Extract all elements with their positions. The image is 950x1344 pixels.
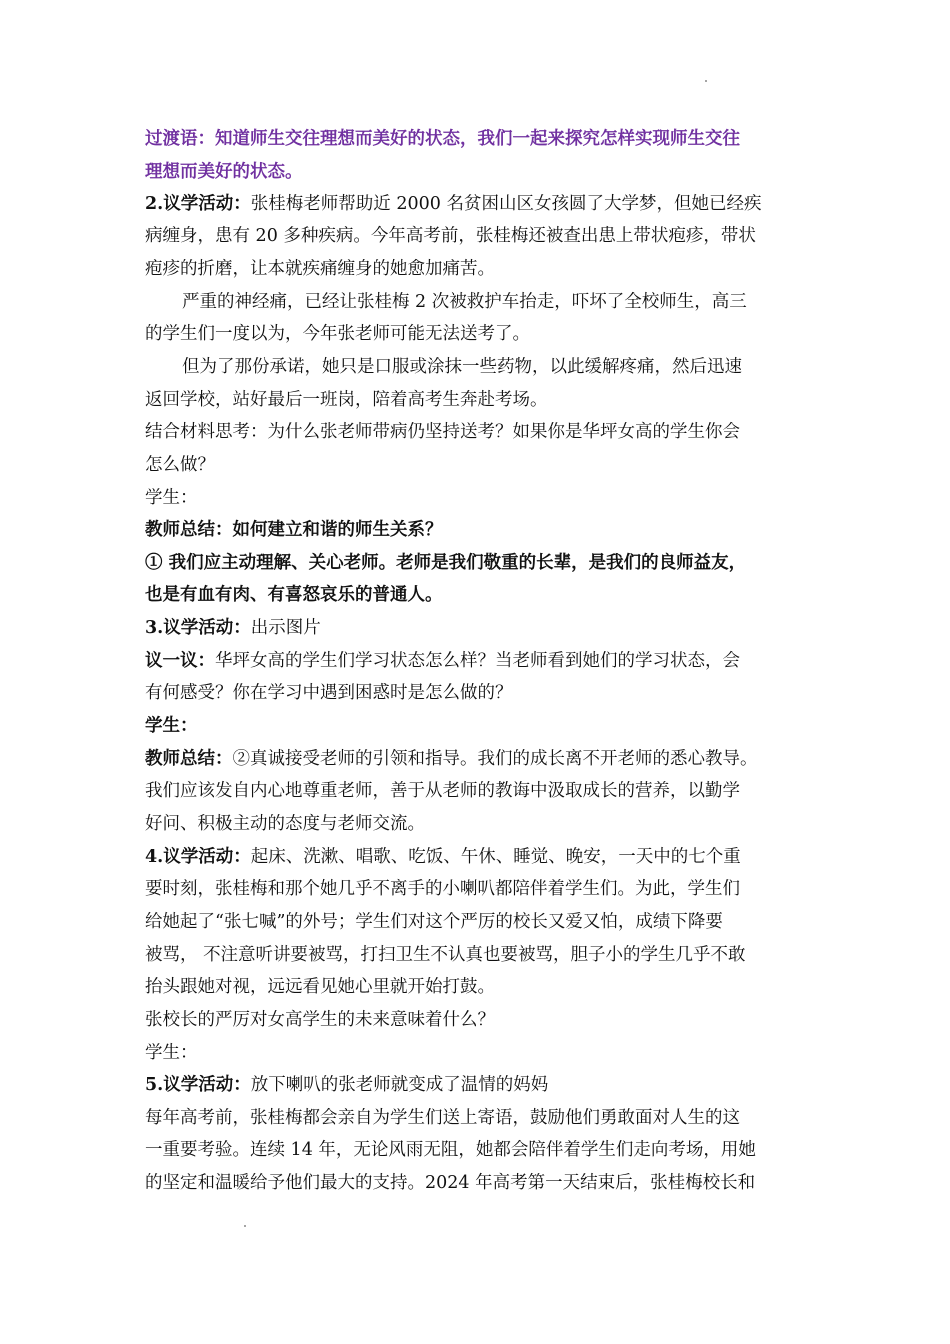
activity3-summary-line-2: 我们应该发自内心地尊重老师，善于从老师的教诲中汲取成长的营养，以勤学 [145,781,740,801]
activity4-line-2: 要时刻，张桂梅和那个她几乎不离手的小喇叭都陪伴着学生们。为此，学生们 [145,879,740,899]
activity4-label: 4.议学活动： [145,847,251,867]
activity4-text: 起床、洗漱、唱歌、吃饭、午休、睡觉、晚安，一天中的七个重 [250,847,741,867]
activity4-line-4: 被骂， 不注意听讲要被骂，打扫卫生不认真也要被骂，胆子小的学生几乎不敢 [145,945,746,965]
activity5-para-line-1: 每年高考前，张桂梅都会亲自为学生们送上寄语，鼓励他们勇敢面对人生的这 [145,1108,740,1128]
activity2-question-line-1: 结合材料思考：为什么张老师带病仍坚持送考？如果你是华坪女高的学生你会 [145,422,740,442]
activity2-point1-line-2: 也是有血有肉、有喜怒哀乐的普通人。 [145,585,443,605]
activity2-line-1 [145,192,761,216]
activity4-student: 学生： [145,1043,198,1063]
activity4-line-3: 给她起了“张七喊”的外号；学生们对这个严厉的校长又爱又怕，成绩下降要 [145,912,723,932]
page-mark-bottom [244,1225,246,1227]
activity2-para3-line-2: 返回学校，站好最后一班岗，陪着高考生奔赴考场。 [145,390,548,410]
activity3-summary-line-1 [145,747,758,771]
activity3-summary-line-3: 好问、积极主动的态度与老师交流。 [145,814,425,834]
activity3-label: 3.议学活动： [145,618,251,638]
activity5-para-line-3: 的坚定和温暖给予他们最大的支持。2024 年高考第一天结束后，张桂梅校长和 [145,1173,756,1193]
activity3-discuss-text: 华坪女高的学生们学习状态怎么样？当老师看到她们的学习状态，会 [215,651,740,671]
activity3-student: 学生： [145,716,198,736]
activity3-discuss-line-2: 有何感受？你在学习中遇到困惑时是怎么做的？ [145,683,513,703]
activity4-line-1 [145,845,741,869]
activity2-student: 学生： [145,488,198,508]
activity5-text: 放下喇叭的张老师就变成了温情的妈妈 [250,1075,549,1095]
activity2-para3-line-1: 但为了那份承诺，她只是口服或涂抹一些药物，以此缓解疼痛，然后迅速 [182,357,742,377]
activity2-point1-line-1: ① 我们应主动理解、关心老师。老师是我们敬重的长辈，是我们的良师益友， [145,553,747,573]
activity2-text: 张桂梅老师帮助近 2000 名贫困山区女孩圆了大学梦，但她已经疾 [250,194,762,214]
activity2-summary: 教师总结：如何建立和谐的师生关系？ [145,520,443,540]
activity3-summary-label: 教师总结： [145,749,233,769]
activity5-line-1 [145,1073,548,1097]
activity4-question: 张校长的严厉对女高学生的未来意味着什么？ [145,1010,495,1030]
activity2-label: 2.议学活动： [145,194,251,214]
transition-line-1: 过渡语：知道师生交往理想而美好的状态，我们一起来探究怎样实现师生交往 [145,129,740,149]
activity3-discuss-label: 议一议： [145,651,215,671]
activity3-text: 出示图片 [250,618,321,638]
activity3-discuss-line-1 [145,649,740,673]
activity3-line-1 [145,616,321,640]
activity2-question-line-2: 怎么做？ [145,455,215,475]
activity2-para2-line-2: 的学生们一度以为，今年张老师可能无法送考了。 [145,324,530,344]
activity2-line-3: 疱疹的折磨，让本就疾痛缠身的她愈加痛苦。 [145,259,495,279]
activity2-para2-line-1: 严重的神经痛，已经让张桂梅 2 次被救护车抬走，吓坏了全校师生，高三 [182,292,747,312]
activity5-label: 5.议学活动： [145,1075,251,1095]
activity3-summary-text: ②真诚接受老师的引领和指导。我们的成长离不开老师的悉心教导。 [232,749,758,769]
page-mark-top [705,80,707,82]
activity4-line-5: 抬头跟她对视，远远看见她心里就开始打鼓。 [145,977,495,997]
activity2-line-2: 病缠身，患有 20 多种疾病。今年高考前，张桂梅还被查出患上带状疱疹，带状 [145,226,756,246]
activity5-para-line-2: 一重要考验。连续 14 年，无论风雨无阻，她都会陪伴着学生们走向考场，用她 [145,1140,756,1160]
transition-line-2: 理想而美好的状态。 [145,162,303,182]
